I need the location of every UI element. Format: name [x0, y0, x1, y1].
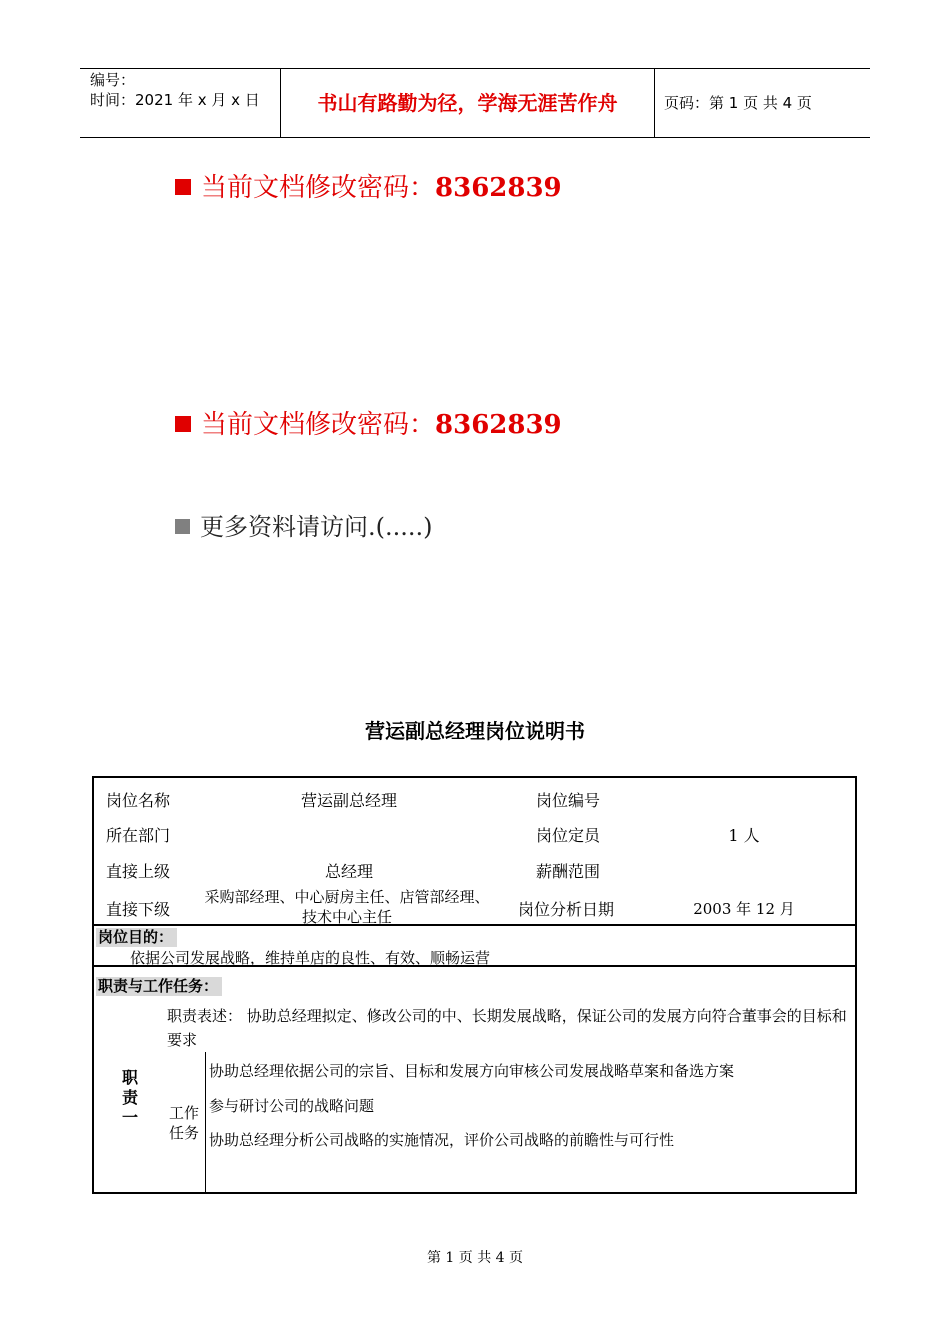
- divider: [94, 924, 855, 926]
- purpose-header: 岗位目的：: [96, 928, 177, 947]
- time-label: 时间：2021 年 x 月 x 日: [90, 91, 260, 109]
- field-label: 岗位定员: [536, 826, 601, 845]
- header-motto: 书山有路勤为径，学海无涯苦作舟: [281, 69, 655, 137]
- red-square-icon: [175, 416, 191, 432]
- more-link-text: 更多资料请访问.(.....): [200, 513, 433, 541]
- field-label: 岗位编号: [536, 791, 601, 810]
- field-value: 营运副总经理: [300, 791, 397, 810]
- gray-square-icon: [175, 519, 190, 534]
- duty-label: 职责一: [121, 1068, 138, 1127]
- job-description-table: [92, 776, 857, 1194]
- divider: [94, 965, 855, 967]
- notice-prefix: 当前文档修改密码：: [201, 173, 436, 203]
- header-meta: [80, 69, 281, 137]
- red-square-icon: [175, 179, 191, 195]
- task-label: 工作任务: [169, 1104, 200, 1142]
- field-value: 总经理: [324, 862, 373, 881]
- field-value: 2003 年 12 月: [693, 900, 795, 918]
- field-label: 所在部门: [106, 826, 171, 845]
- password-notice-2: [175, 404, 562, 441]
- duty-description: 职责表述： 协助总经理拟定、修改公司的中、长期发展战略，保证公司的发展方向符合董事会的目标和要求: [167, 1007, 847, 1049]
- document-header: [80, 68, 870, 138]
- notice-prefix: 当前文档修改密码：: [201, 410, 436, 440]
- number-label: 编号：: [90, 71, 136, 89]
- field-label: 薪酬范围: [536, 862, 601, 881]
- document-title: 营运副总经理岗位说明书: [365, 719, 585, 743]
- field-value: 1 人: [728, 826, 760, 845]
- page-footer: 第 1 页 共 4 页: [426, 1250, 524, 1266]
- field-label: 直接上级: [106, 862, 171, 881]
- field-value: 采购部经理、中心厨房主任、店管部经理、技术中心主任: [204, 888, 490, 926]
- more-resources-link[interactable]: [175, 507, 433, 542]
- field-label: 岗位名称: [106, 791, 171, 810]
- task-item: 协助总经理分析公司战略的实施情况，评价公司战略的前瞻性与可行性: [209, 1131, 675, 1149]
- task-item: 协助总经理依据公司的宗旨、目标和发展方向审核公司发展战略草案和备选方案: [209, 1062, 735, 1080]
- password-notice-1: [175, 167, 562, 204]
- purpose-text: 依据公司发展战略，维持单店的良性、有效、顺畅运营: [130, 949, 491, 967]
- field-label: 岗位分析日期: [518, 900, 615, 919]
- notice-code: 8362839: [435, 173, 562, 203]
- header-page-info: 页码：第 1 页 共 4 页: [664, 94, 812, 112]
- field-label: 直接下级: [106, 900, 171, 919]
- duties-header: 职责与工作任务：: [96, 977, 222, 996]
- task-column-divider: [205, 1052, 206, 1194]
- task-item: 参与研讨公司的战略问题: [209, 1097, 375, 1115]
- notice-code: 8362839: [435, 410, 562, 440]
